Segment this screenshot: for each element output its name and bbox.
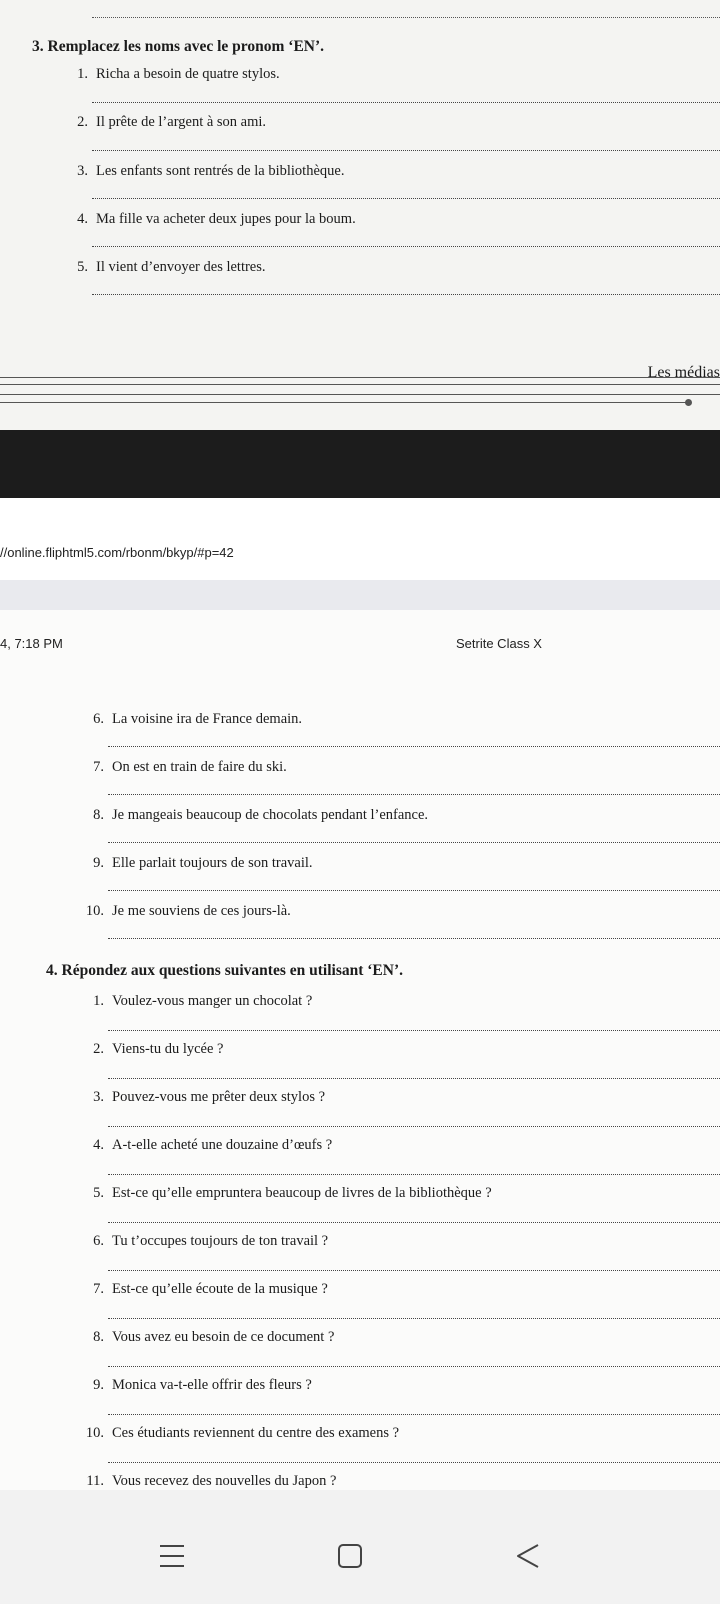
chapter-rule <box>0 384 720 385</box>
exercise-3-item-1 <box>64 66 280 83</box>
item-number: 11. <box>86 1473 104 1489</box>
item-text: Vous recevez des nouvelles du Japon ? <box>112 1473 337 1489</box>
answer-line <box>92 150 720 151</box>
chapter-rule <box>0 402 688 403</box>
exercise-4-item-7 <box>80 1281 328 1298</box>
answer-line <box>108 1462 720 1463</box>
exercise-3-heading: 3. Remplacez les noms avec le pronom ‘EN’. <box>32 38 325 55</box>
page-url: //online.fliphtml5.com/rbonm/bkyp/#p=42 <box>0 545 234 560</box>
print-margin <box>0 498 720 580</box>
item-number: 10. <box>85 903 104 919</box>
item-text: Richa a besoin de quatre stylos. <box>96 66 280 82</box>
exercise-3-item-3 <box>64 163 344 180</box>
exercise-3-item-7 <box>80 759 287 776</box>
item-number: 6. <box>93 1233 104 1249</box>
answer-line <box>92 17 720 18</box>
exercise-3-item-9 <box>80 855 313 872</box>
item-text: Est-ce qu’elle empruntera beaucoup de livres de la bibliothèque ? <box>112 1185 492 1201</box>
exercise-4-item-9 <box>80 1377 312 1394</box>
exercise-4-item-6 <box>80 1233 328 1250</box>
back-icon <box>514 1542 542 1570</box>
exercise-4-item-4 <box>80 1137 332 1154</box>
item-text: Les enfants sont rentrés de la bibliothèque. <box>96 163 345 179</box>
print-document-title: Setrite Class X <box>456 636 542 651</box>
answer-line <box>108 1126 720 1127</box>
item-number: 1. <box>77 66 88 82</box>
item-number: 2. <box>77 114 88 130</box>
answer-line <box>108 1270 720 1271</box>
answer-line <box>108 746 720 747</box>
exercise-3-item-2 <box>64 114 266 131</box>
item-number: 5. <box>77 259 88 275</box>
recent-apps-button[interactable] <box>152 1536 192 1576</box>
answer-line <box>92 246 720 247</box>
chapter-rule <box>0 377 720 378</box>
answer-line <box>108 890 720 891</box>
item-text: On est en train de faire du ski. <box>112 759 287 775</box>
chapter-rule <box>0 394 720 395</box>
answer-line <box>108 842 720 843</box>
answer-line <box>92 102 720 103</box>
item-text: Tu t’occupes toujours de ton travail ? <box>112 1233 329 1249</box>
item-number: 3. <box>93 1089 104 1105</box>
item-number: 3. <box>77 163 88 179</box>
item-text: Vous avez eu besoin de ce document ? <box>112 1329 335 1345</box>
rule-end-dot <box>685 399 692 406</box>
exercise-3-item-4 <box>64 211 356 228</box>
item-text: Il vient d’envoyer des lettres. <box>96 259 266 275</box>
answer-line <box>108 1078 720 1079</box>
item-text: Elle parlait toujours de son travail. <box>112 855 313 871</box>
answer-line <box>108 1318 720 1319</box>
exercise-4-item-5 <box>80 1185 492 1202</box>
exercise-3-item-10 <box>80 903 291 920</box>
item-text: A-t-elle acheté une douzaine d’œufs ? <box>112 1137 333 1153</box>
item-number: 9. <box>93 1377 104 1393</box>
item-number: 8. <box>93 1329 104 1345</box>
item-text: Monica va-t-elle offrir des fleurs ? <box>112 1377 312 1393</box>
exercise-4-item-3 <box>80 1089 325 1106</box>
item-text: Il prête de l’argent à son ami. <box>96 114 267 130</box>
exercise-4-item-10 <box>80 1425 399 1442</box>
item-number: 1. <box>93 993 104 1009</box>
item-text: Voulez-vous manger un chocolat ? <box>112 993 313 1009</box>
home-icon <box>336 1542 364 1570</box>
item-number: 8. <box>93 807 104 823</box>
item-number: 6. <box>93 711 104 727</box>
exercise-3-item-6 <box>80 711 302 728</box>
item-text: Je mangeais beaucoup de chocolats pendant l’enfance. <box>112 807 429 823</box>
exercise-4-item-2 <box>80 1041 223 1058</box>
item-number: 9. <box>93 855 104 871</box>
item-text: Est-ce qu’elle écoute de la musique ? <box>112 1281 328 1297</box>
exercise-4-heading: 4. Répondez aux questions suivantes en utilisant ‘EN’. <box>46 962 403 979</box>
answer-line <box>108 794 720 795</box>
page-edge-shadow <box>0 430 720 498</box>
page-gap <box>0 580 720 610</box>
answer-line <box>108 1174 720 1175</box>
print-timestamp: 4, 7:18 PM <box>0 636 63 651</box>
answer-line <box>108 1414 720 1415</box>
item-text: Ma fille va acheter deux jupes pour la boum. <box>96 211 356 227</box>
item-number: 7. <box>93 759 104 775</box>
exercise-3-item-5 <box>64 259 266 276</box>
item-number: 2. <box>93 1041 104 1057</box>
home-button[interactable] <box>330 1536 370 1576</box>
item-number: 5. <box>93 1185 104 1201</box>
answer-line <box>108 938 720 939</box>
item-number: 4. <box>93 1137 104 1153</box>
back-button[interactable] <box>508 1536 548 1576</box>
item-text: La voisine ira de France demain. <box>112 711 303 727</box>
chapter-title: Les médias <box>647 364 720 381</box>
item-text: Ces étudiants reviennent du centre des examens ? <box>112 1425 400 1441</box>
item-number: 7. <box>93 1281 104 1297</box>
answer-line <box>92 198 720 199</box>
item-text: Viens-tu du lycée ? <box>112 1041 224 1057</box>
exercise-3-item-8 <box>80 807 428 824</box>
exercise-4-item-8 <box>80 1329 334 1346</box>
item-text: Pouvez-vous me prêter deux stylos ? <box>112 1089 326 1105</box>
answer-line <box>108 1366 720 1367</box>
answer-line <box>108 1222 720 1223</box>
answer-line <box>108 1030 720 1031</box>
exercise-4-item-11 <box>80 1473 336 1490</box>
menu-icon <box>158 1542 186 1570</box>
item-text: Je me souviens de ces jours-là. <box>112 903 291 919</box>
exercise-4-item-1 <box>80 993 312 1010</box>
item-number: 4. <box>77 211 88 227</box>
answer-line <box>92 294 720 295</box>
item-number: 10. <box>85 1425 104 1441</box>
